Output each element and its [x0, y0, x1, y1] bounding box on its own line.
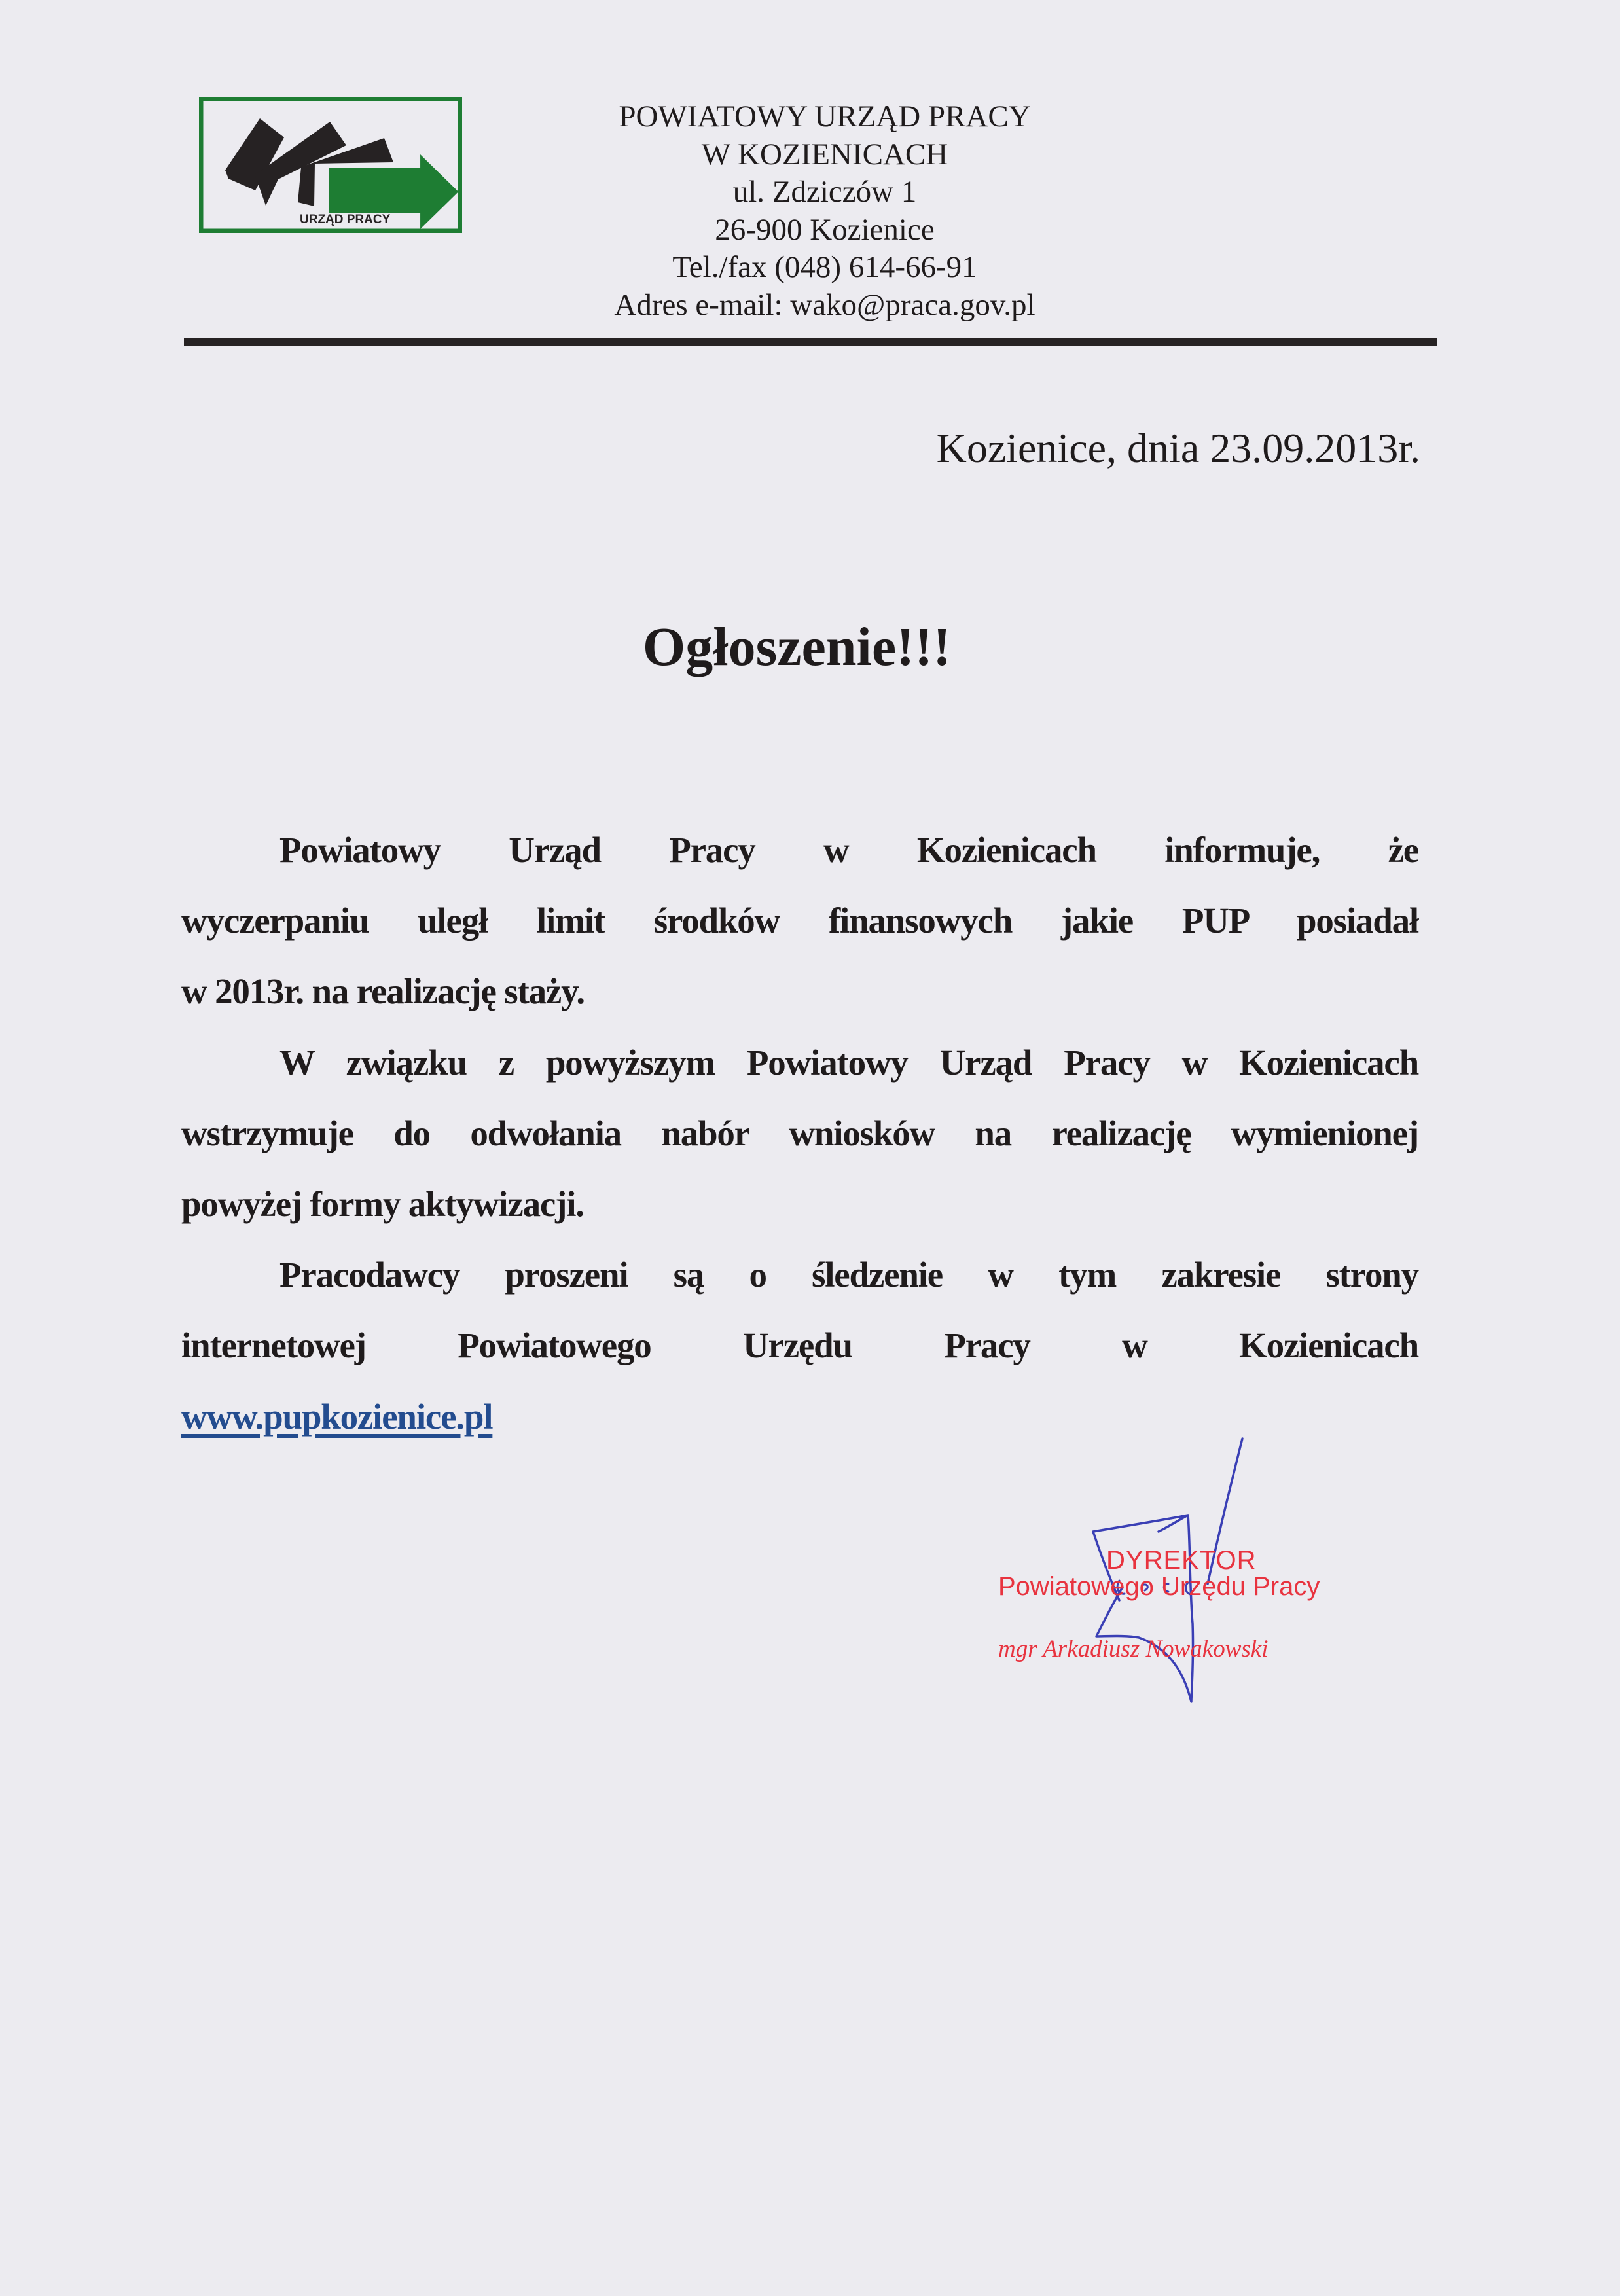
- text-line: [181, 1397, 492, 1437]
- text-line: W związku z powyższym Powiatowy Urząd Pracy w Kozienicach: [279, 1042, 1418, 1083]
- stamp-title: DYREKTOR: [1106, 1546, 1257, 1575]
- org-city: W KOZIENICACH: [701, 137, 948, 171]
- announcement-body: [181, 815, 1418, 1452]
- org-email: Adres e-mail: wako@praca.gov.pl: [614, 287, 1035, 322]
- org-name: POWIATOWY URZĄD PRACY: [619, 99, 1031, 134]
- text-line: Pracodawcy proszeni są o śledzenie w tym zakresie strony: [279, 1255, 1418, 1295]
- text-line: Powiatowy Urząd Pracy w Kozienicach informuje, że: [279, 830, 1418, 870]
- text-line: powyżej formy aktywizacji.: [181, 1184, 584, 1225]
- org-postal: 26-900 Kozienice: [715, 212, 935, 247]
- stamp-name: mgr Arkadiusz Nowakowski: [998, 1636, 1269, 1662]
- website-link[interactable]: www.pupkozienice.pl: [181, 1396, 493, 1437]
- paragraph: [181, 1028, 1418, 1240]
- text-line: w 2013r. na realizację staży.: [181, 971, 585, 1012]
- letterhead: [497, 98, 1152, 324]
- document-title: Ogłoszenie!!!: [642, 617, 952, 677]
- director-stamp: [982, 1525, 1375, 1721]
- paragraph: [181, 1240, 1418, 1452]
- org-street: ul. Zdziczów 1: [732, 175, 917, 209]
- stamp-office: Powiatowego Urzędu Pracy: [998, 1572, 1320, 1601]
- header-divider: [184, 338, 1437, 346]
- org-phone: Tel./fax (048) 614-66-91: [672, 250, 977, 284]
- document-date: Kozienice, dnia 23.09.2013r.: [936, 425, 1420, 471]
- text-line: wyczerpaniu uległ limit środków finansowych jakie PUP posiadał: [181, 901, 1418, 941]
- text-line: internetowej Powiatowego Urzędu Pracy w Kozienicach: [181, 1325, 1418, 1366]
- paragraph: [181, 815, 1418, 1028]
- text-line: wstrzymuje do odwołania nabór wniosków na realizację wymienionej: [181, 1113, 1418, 1153]
- logo-label: URZĄD PRACY: [300, 213, 391, 226]
- office-logo: [199, 97, 462, 233]
